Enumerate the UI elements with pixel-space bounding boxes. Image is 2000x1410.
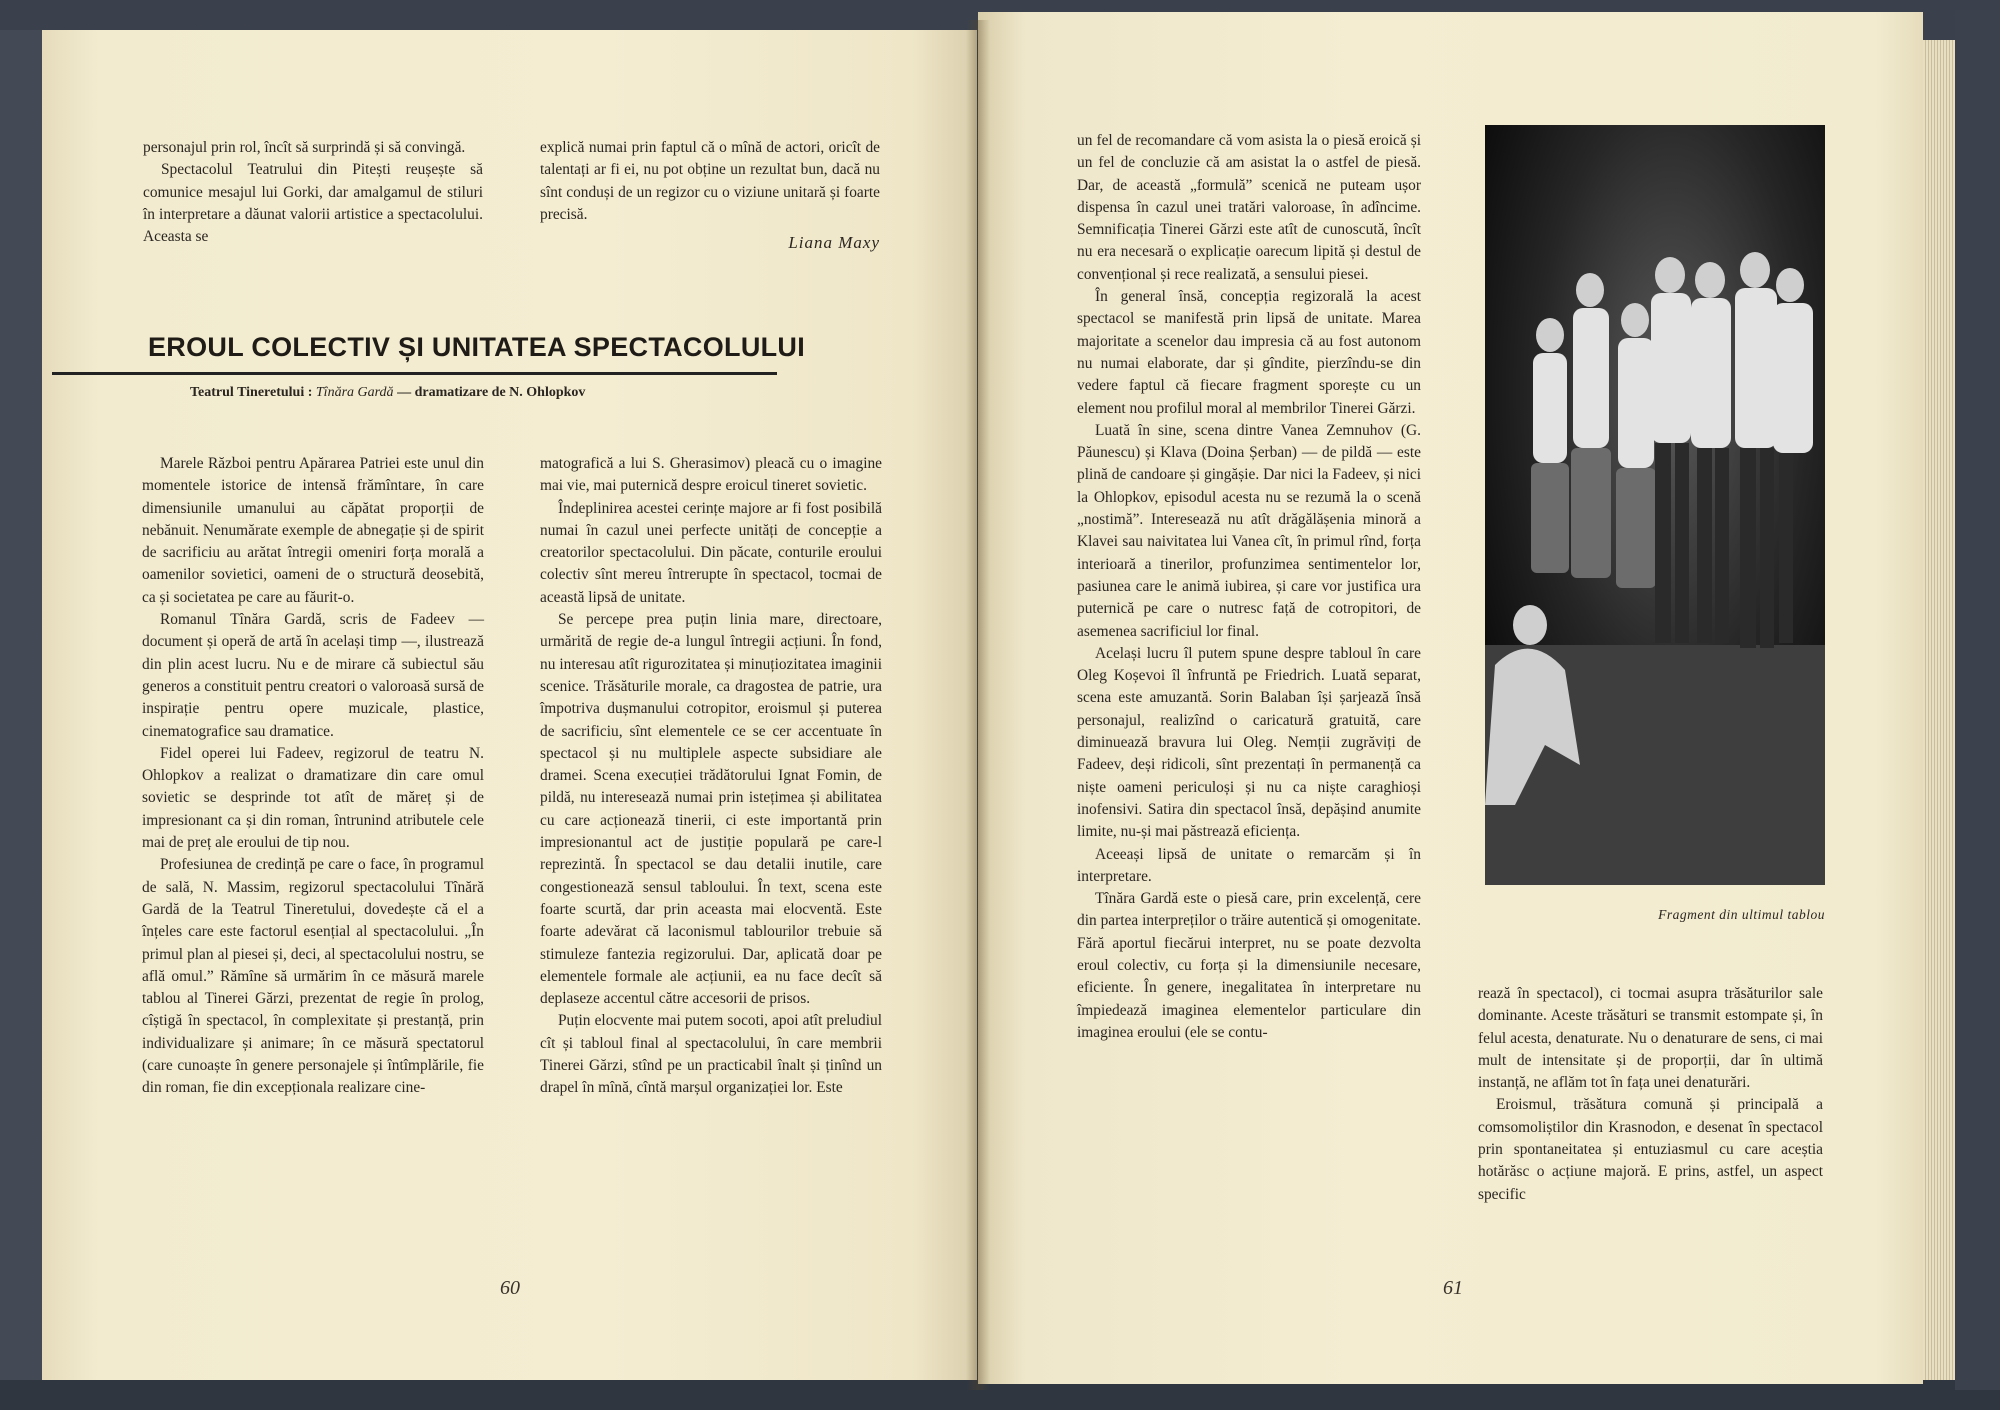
paragraph: rează în spectacol), ci tocmai asupra trăsăturilor sale dominante. Aceste trăsături se transmit estompate și, în felul acesta, denaturate. Nu o denaturare de sens, ci mai mult de intensitate și de proporții, dar în ultimă instanță, ne aflăm tot în fața unei denaturări. [1478, 985, 1823, 1092]
photo-caption: Fragment din ultimul tablou [1658, 907, 1825, 922]
left-top-column-1 [143, 137, 483, 248]
paragraph: Se percepe prea puțin linia mare, directoare, urmărită de regie de-a lungul întregii acțiuni. În fond, nu interesau atît rigurozitatea și minuțiozitatea imaginii scenice. Trăsăturile morale, ca dragostea de patrie, ura împotriva dușmanului cotropitor, eroismul și puterea de sacrificiu, sînt elementele ce se cer accentuate în spectacol și nu multiplele aspecte subsidiare ale dramei. Scena execuției trădătorului Ignat Fomin, de pildă, nu interesează numai prin istețimea și abilitatea cu care acționează tinerii, ci este importantă prin impresionantul act de justiție populară pe care-l reprezintă. În spectacol se dau detalii inutile, care congestionează sensul tabloului. În text, scena este foarte scurtă, dar prin aceasta mai elocventă. Este foarte adevărat că laconismul tablourilor trebuie să stimuleze fantezia regizorului. Dar, aplicată doar pe elementele formale ale acțiunii, ea nu face decît să deplaseze accentul către accesorii de prisos. [540, 611, 882, 1008]
left-top-column-2 [540, 137, 880, 254]
subhead-prefix: Teatrul Tineretului : [190, 385, 316, 400]
paragraph: Același lucru îl putem spune despre tabloul în care Oleg Koșevoi îl înfruntă pe Friedrich. Luată separat, scena este amuzantă. Sorin Balaban își șarjează însă personajul, realizînd o caricatură gratuită, care diminuează bravura lui Oleg. Nemții zugrăviți de Fadeev, deși ridicoli, sînt prezentați în permanență ca niște oameni periculoși și nu ca niște caraghioși inofensivi. Satira din spectacol însă, depășind anumite limite, nu-și mai păstrează eficiența. [1077, 644, 1421, 841]
paragraph: Marele Război pentru Apărarea Patriei este unul din momentele istorice de intensă frămîntare, în care dimensiunile umanului au căpătat proporții de nebănuit. Nenumărate exemple de abnegație și de spirit de sacrificiu au arătat întregii omeniri forța morală a oamenilor sovietici, oameni de o structură deosebită, ca și societatea pe care au făurit-o. [142, 455, 484, 606]
paragraph: matografică a lui S. Gherasimov) pleacă cu o imagine mai vie, mai puternică despre eroicul tineret sovietic. [540, 455, 882, 495]
paragraph: Îndeplinirea acestei cerințe majore ar fi fost posibilă numai în cazul unei perfecte unități de concepție a creatorilor spectacolului. Din păcate, conturile eroului colectiv sînt mereu întrerupte în spectacol, tocmai de această lipsă de unitate. [540, 499, 882, 606]
subhead-suffix: — dramatizare de N. Ohlopkov [393, 385, 586, 400]
paragraph: Profesiunea de credință pe care o face, în programul de sală, N. Massim, regizorul spectacolului Tînără Gardă de la Teatrul Tineretului, dovedește că el a înțeles care este factorul esențial al spectacolului. „În primul plan al piesei și, deci, al spectacolului nostru, se află omul.” Rămîne să urmărim în ce măsură marele tablou al Tinerei Gărzi, prezentat de regie în prolog, cîștigă în spectacol, în complexitate și prestanță, prin individualizare și animare; în ce măsură spectatorul (care cunoaște în genere personajele și întîmplările, fie din roman, fie din excepționala realizare cine- [142, 856, 484, 1097]
paragraph: explică numai prin faptul că o mînă de actori, oricît de talentați ar fi ei, nu pot obține un rezultat bun, dacă nu sînt conduși de un regizor cu o viziune unitară și foarte precisă. [540, 139, 880, 223]
page-edges [1923, 40, 1955, 1380]
left-article-column-1 [142, 453, 484, 1100]
paragraph: Puțin elocvente mai putem socoti, apoi atît preludiul cît și tabloul final al spectacolului, în care membrii Tinerei Gărzi, stînd pe un practicabil înalt și ținînd un drapel în mînă, cîntă marșul organizației lor. Este [540, 1012, 882, 1097]
page-number-right: 61 [1443, 1277, 1463, 1299]
paragraph: personajul prin rol, încît să surprindă și să convingă. [143, 139, 466, 156]
headline-rule [52, 372, 777, 375]
right-article-column-1 [1077, 130, 1421, 1044]
book-cover-right [1955, 10, 2000, 1390]
right-article-column-2 [1478, 983, 1823, 1206]
paragraph: Spectacolul Teatrului din Pitești reușește să comunice mesajul lui Gorki, dar amalgamul de stiluri în interpretare a dăunat valorii artistice a spectacolului. Aceasta se [143, 161, 483, 246]
article-headline: EROUL COLECTIV ȘI UNITATEA SPECTACOLULUI [148, 332, 806, 362]
paragraph: Romanul Tînăra Gardă, scris de Fadeev — document și operă de artă în același timp —, ilustrează din plin acest lucru. Nu e de mirare că subiectul său generos a constituit pentru creatori o valoroasă sursă de inspirație pentru opere muzicale, plastice, cinematografice sau dramatice. [142, 611, 484, 740]
left-article-column-2 [540, 453, 882, 1100]
paragraph: Tînăra Gardă este o piesă care, prin excelență, cere din partea interpreților o trăire autentică și omogenitate. Fără aportul fiecărui interpret, nu se poate dezvolta eroul colectiv, cu forța și la dimensiunile necesare, eficiente. În genere, inegalitatea în interpretare nu împiedează imaginea elementelor particulare din imaginea eroului (ele se contu- [1077, 890, 1421, 1041]
article-subheading [190, 385, 790, 401]
paragraph: Eroismul, trăsătura comună și principală a comsomoliștilor din Krasnodon, e desenat în spectacol prin spontaneitatea și entuziasmul cu care aceștia hotărăsc o acțiune majoră. E prins, astfel, un aspect specific [1478, 1096, 1823, 1203]
stage-photo [1485, 125, 1825, 885]
author-signature: Liana Maxy [788, 233, 880, 253]
book-spine-shadow [966, 20, 990, 1390]
paragraph: În general însă, concepția regizorală la acest spectacol se manifestă prin lipsă de unitate. Marea majoritate a scenelor dau impresia că au fost autonom nu numai elaborate, dar și gîndite, pierzîndu-se din vedere faptul că fiecare fragment sporește cu un element nou profilul moral al membrilor Tinerei Gărzi. [1077, 288, 1421, 417]
page-number-left: 60 [500, 1277, 520, 1299]
stage-photo-illustration [1485, 125, 1825, 885]
paragraph: un fel de recomandare că vom asista la o piesă eroică și un fel de concluzie că am asistat la o astfel de piesă. Dar, de această „formulă” scenică ne puteam ușor dispensa în cazul unei tratări valoroase, în adîncime. Semnificația Tinerei Gărzi este atît de cunoscută, încît nu era necesară o explicație oarecum lipită și destul de convențional și rece realizată, a sensului piesei. [1077, 132, 1421, 283]
paragraph: Aceeași lipsă de unitate o remarcăm și în interpretare. [1077, 845, 1421, 885]
paragraph: Luată în sine, scena dintre Vanea Zemnuhov (G. Păunescu) și Klava (Doina Șerban) — de pildă — este plină de candoare și gingășie. Dar nici la Fadeev, și nici la Ohlopkov, episodul acesta nu se rezumă la o scenă „nostimă”. Interesează nu atît drăgălășenia minoră a Klavei sau naivitatea lui Vanea cît, în primul rînd, forța interioară a tinerilor, profunzimea sentimentelor lor, pasiunea care le animă iubirea, și care vor justifica ura puternică pe care o nutresc față de cotropitori, de asemenea sacrificiul lor final. [1077, 421, 1421, 640]
subhead-title: Tînăra Gardă [315, 385, 394, 400]
paragraph: Fidel operei lui Fadeev, regizorul de teatru N. Ohlopkov a realizat o dramatizare din care omul sovietic se desprinde tot atît de măreț și de impresionant ca și din roman, întrunind atributele cele mai de preț ale eroului de tip nou. [142, 744, 484, 852]
